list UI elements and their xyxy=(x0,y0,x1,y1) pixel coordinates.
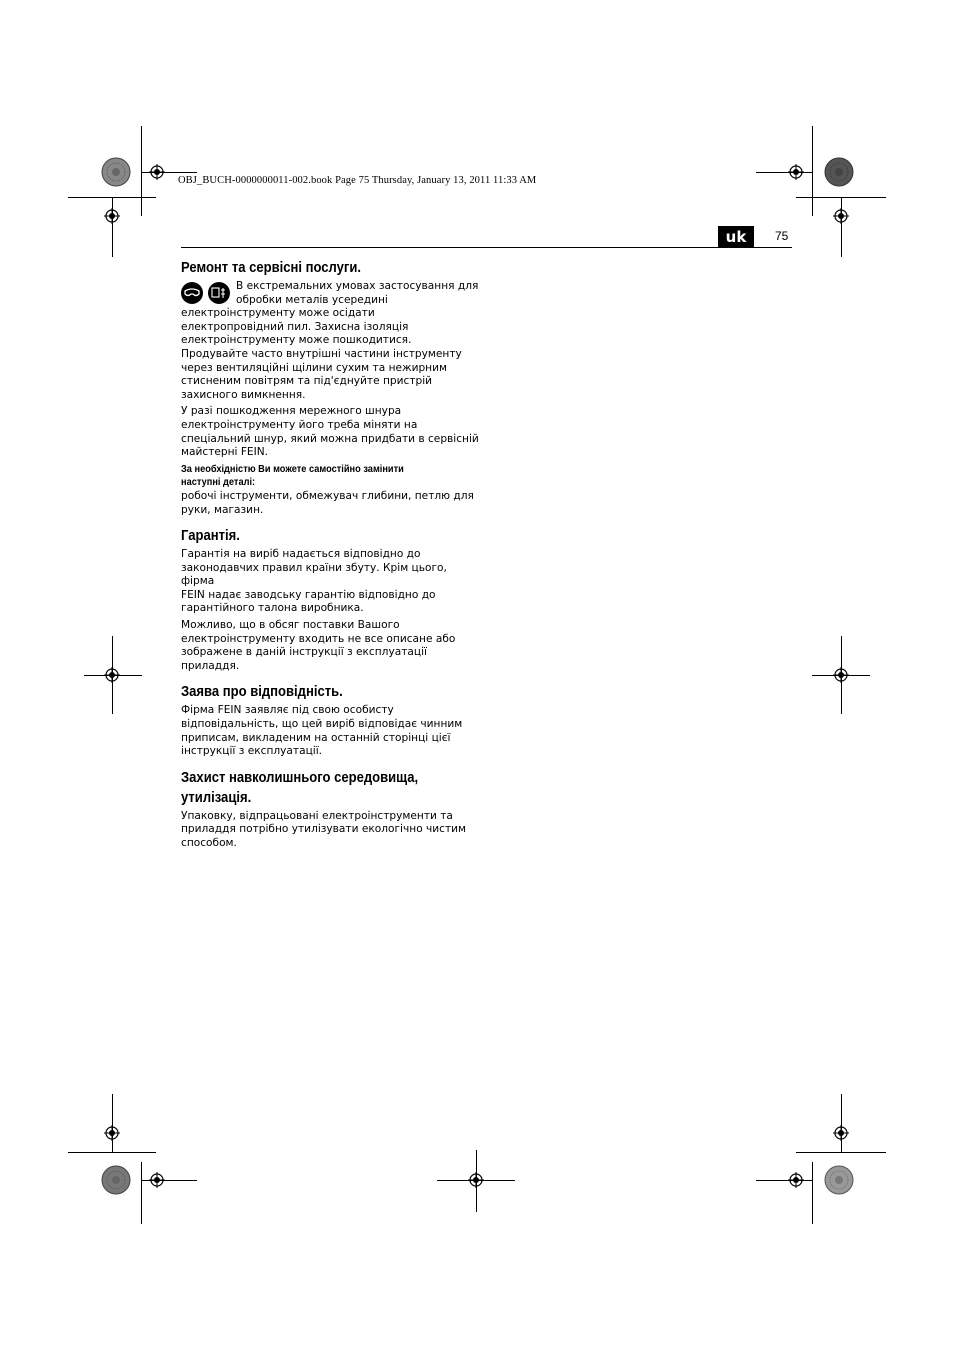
fault-current-switch-icon xyxy=(208,282,230,304)
replaceable-parts-heading: За необхідністю Ви можете самостійно замінити наступні деталі: xyxy=(181,462,404,489)
warranty-paragraph-2: Можливо, що в обсяг поставки Вашого електроінструменту входить не все описане або зображене в даній інструкції з експлуатації приладдя. xyxy=(181,619,456,672)
header-rule xyxy=(181,247,792,248)
safety-goggles-icon xyxy=(181,282,203,304)
section-title-conformity: Заява про відповідність. xyxy=(181,684,343,701)
environment-paragraph: Упаковку, відпрацьовані електроінструменти та приладдя потрібно утилізувати екологічно чистим способом. xyxy=(181,809,467,849)
section-warranty xyxy=(181,526,481,673)
warning-icons xyxy=(181,280,233,306)
section-conformity xyxy=(181,682,481,758)
section-environment xyxy=(181,768,481,851)
book-info-line: OBJ_BUCH-0000000011-002.book Page 75 Thursday, January 13, 2011 11:33 AM xyxy=(178,175,537,186)
content-column xyxy=(181,258,481,854)
repair-paragraph-2: У разі пошкодження мережного шнура електроінструменту його треба міняти на спеціальний шнур, який можна придбати в сервісній майстерні FEIN. xyxy=(181,405,479,459)
warranty-paragraph-1: Гарантія на виріб надається відповідно до законодавчих правил країни збуту. Крім цього, фірма FEIN надає заводську гарантію відповідно до гарантійного талона виробника. xyxy=(181,548,447,615)
section-title-environment: Захист навколишнього середовища, утилізація. xyxy=(181,769,419,806)
language-badge: uk xyxy=(718,226,754,247)
replaceable-parts-list: робочі інструменти, обмежувач глибини, петлю для руки, магазин. xyxy=(181,489,474,516)
page-number: 75 xyxy=(775,229,789,243)
repair-paragraph-1: В екстремальних умовах застосування для обробки металів усередині електроінструменту може осідати електропровідний пил. Захисна ізоляція електроінструменту може пошкодитися. Продувайте часто внутрішні частини інструменту через вентиляційні щілини сухим та нежирним стисненим повітрям та під'єднуйте пристрій захисного вимкнення. xyxy=(181,280,479,401)
section-title-warranty: Гарантія. xyxy=(181,528,240,545)
section-title-repair: Ремонт та сервісні послуги. xyxy=(181,260,362,276)
conformity-paragraph: Фірма FEIN заявляє під свою особисту відповідальність, що цей виріб відповідає чинним приписам, викладеним на останній сторінці цієї інструкції з експлуатації. xyxy=(181,704,463,758)
section-repair xyxy=(181,258,481,517)
